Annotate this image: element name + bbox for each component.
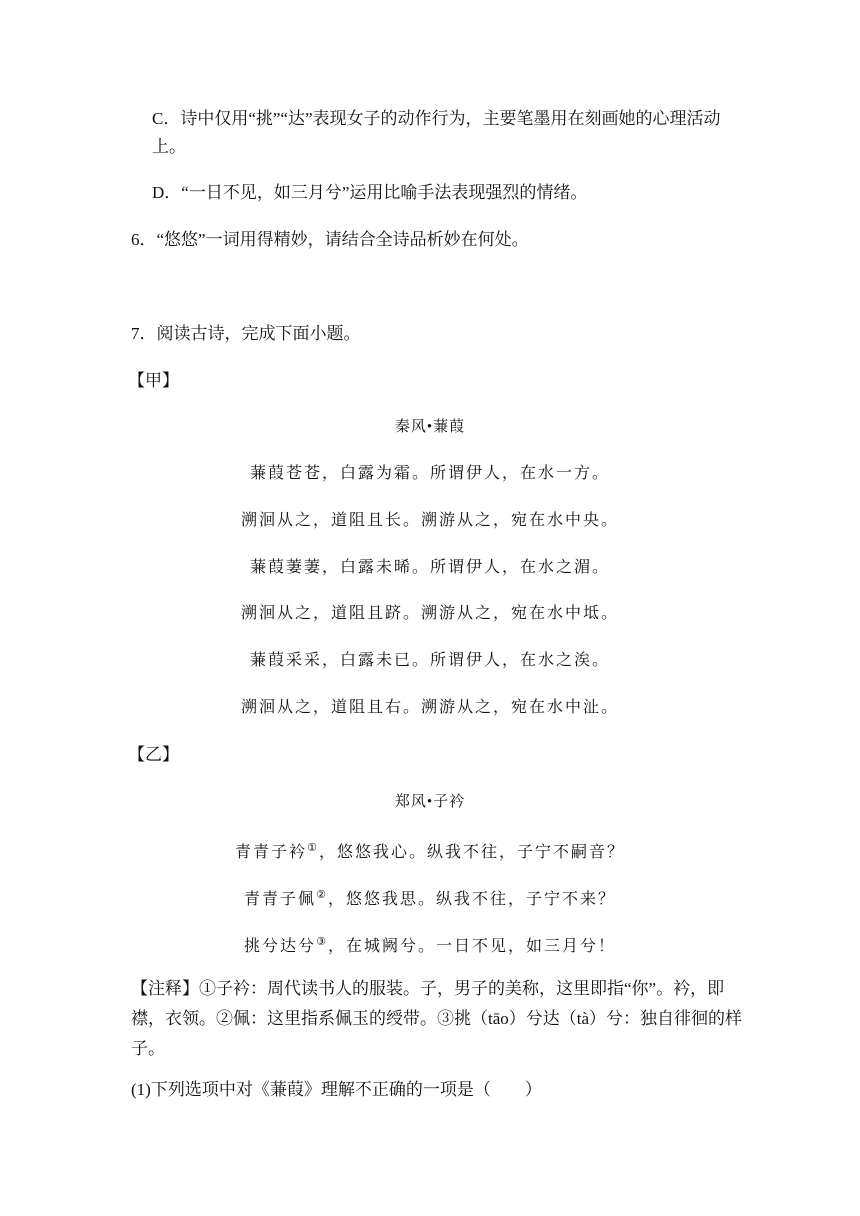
poem-line: 蒹葭苍苍，白露为霜。所谓伊人，在水一方。 [249, 465, 610, 482]
footnote-marker: ③ [316, 936, 328, 948]
annotation-note: 【注释】①子衿：周代读书人的服装。子，男子的美称，这里即指“你”。衿，即襟，衣领。②佩：这里指系佩玉的绶带。③挑（tāo）兮达（tà）兮：独自徘徊的样子。 [131, 979, 743, 1058]
option-label: D． [152, 183, 182, 202]
option-d [152, 179, 752, 207]
sub-question-1: (1)下列选项中对《蒹葭》理解不正确的一项是（ ） [131, 1080, 542, 1099]
poem-line: 溯洄从之，道阻且跻。溯游从之，宛在水中坻。 [240, 605, 619, 622]
section-label-jia: 【甲】 [128, 371, 179, 390]
option-c [152, 105, 752, 161]
section-label-yi: 【乙】 [128, 745, 179, 764]
poem-line: 青青子佩②，悠悠我思。纵我不往，子宁不来？ [244, 889, 616, 908]
option-text: “一日不见，如三月兮”运用比喻手法表现强烈的情绪。 [181, 183, 588, 202]
poem-line: 挑兮达兮③，在城阙兮。一日不见，如三月兮！ [244, 936, 616, 955]
poem-title: 郑风•子衿 [394, 794, 466, 810]
option-text: 诗中仅用“挑”“达”表现女子的动作行为，主要笔墨用在刻画她的心理活动上。 [152, 109, 721, 156]
poem-line: 溯洄从之，道阻且右。溯游从之，宛在水中沚。 [240, 699, 619, 716]
poem-line: 蒹葭萋萋，白露未晞。所谓伊人，在水之湄。 [249, 559, 610, 576]
poem-line: 蒹葭采采，白露未已。所谓伊人，在水之涘。 [249, 652, 610, 669]
poem-title: 秦风•蒹葭 [394, 419, 466, 435]
footnote-marker: ② [316, 889, 328, 901]
question-6: 6．“悠悠”一词用得精妙，请结合全诗品析妙在何处。 [131, 230, 529, 249]
option-label: C． [152, 109, 181, 128]
poem-line: 溯洄从之，道阻且长。溯游从之，宛在水中央。 [240, 512, 619, 529]
footnote-marker: ① [307, 842, 319, 854]
poem-line: 青青子衿①，悠悠我心。纵我不往，子宁不嗣音？ [235, 842, 625, 861]
question-7: 7．阅读古诗，完成下面小题。 [131, 324, 361, 343]
